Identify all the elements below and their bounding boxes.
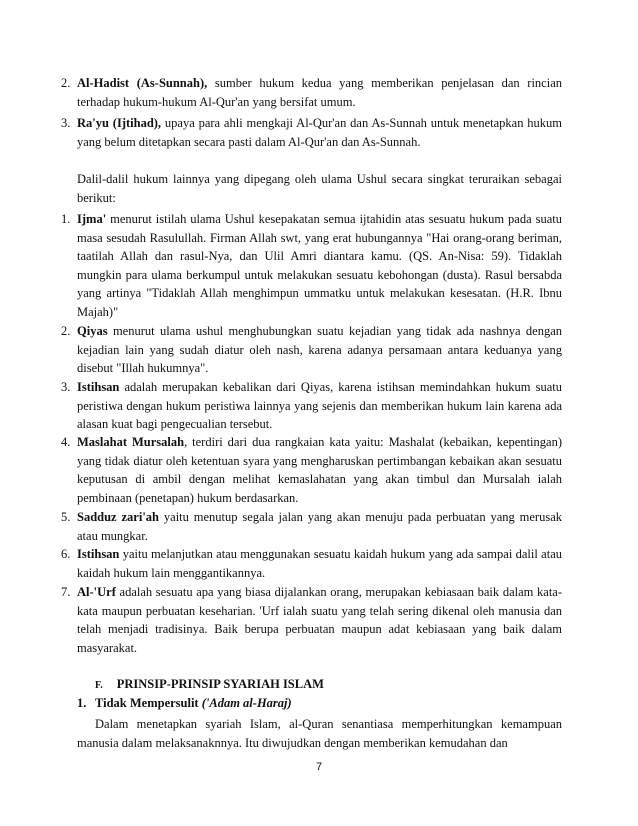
list-text: , terdiri dari dua rangkaian kata yaitu: Mashalat (kebaikan, kepentingan) yang tidak diatur oleh ketentuan syara yang mengharuskan pertimbangan kebaikan akan sesuatu keputusan di ambil dengan melihat kemaslahatan yang akan timbul dan Mursalah ialah pembinaan (penetapan) hukum berdasarkan.: [77, 435, 562, 505]
intro-text: Dalil-dalil hukum lainnya yang dipegang oleh ulama Ushul secara singkat teruraikan sebagai berikut:: [77, 172, 562, 205]
list-text: upaya para ahli mengkaji Al-Qur'an dan As-Sunnah untuk menetapkan hukum yang belum ditetapkan secara pasti dalam Al-Qur'an dan As-Sunnah.: [77, 116, 563, 149]
body-paragraph-text: Dalam menetapkan syariah Islam, al-Quran senantiasa memperhitungkan kemampuan manusia dalam melaksanaknnya. Itu diwujudkan dengan memberikan kemudahan dan: [77, 717, 562, 750]
list-text: yaitu menutup segala jalan yang akan menuju pada perbuatan yang merusak atau mungkar.: [77, 510, 562, 543]
list-text: sumber hukum kedua yang memberikan penjelasan dan rincian terhadap hukum-hukum Al-Qur'an yang bersifat umum.: [77, 76, 562, 109]
list-item-sadduz-zariah: [61, 508, 562, 545]
list-text: menurut ulama ushul menghubungkan suatu kejadian yang tidak ada nashnya dengan kejadian lain yang sudah diatur oleh nash, karena adanya persamaan antara keduanya yang disebut "Illah hukumnya".: [77, 324, 562, 375]
list-term: Sadduz zari'ah: [77, 510, 159, 524]
list-number: 6.: [61, 547, 71, 561]
page-number: 7: [315, 761, 323, 773]
intro-paragraph: [77, 170, 562, 207]
subsection-heading: [77, 694, 292, 713]
list-text: menurut istilah ulama Ushul kesepakatan semua ijtahidin atas sesuatu hukum pada suatu masa sesudah Rasulullah. Firman Allah swt, yang erat hubungannya "Hai orang-orang beriman, taatilah Allah dan rasul-Nya, dan Ulil Amri diantara kamu. (QS. An-Nisa: 59). Tidaklah mungkin para ulama berkumpul untuk melakukan sesuatu kebohongan (dusta). Rasul bersabda yang artinya "Tidaklah Allah menghimpun ummatku untuk melakukan kesesatan. (H.R. Ibnu Majah)": [77, 212, 562, 319]
section-title: PRINSIP-PRINSIP SYARIAH ISLAM: [116, 677, 324, 691]
list-item-ijma: [61, 210, 562, 321]
list-term: Istihsan: [77, 380, 120, 394]
list-text: adalah merupakan kebalikan dari Qiyas, karena istihsan memindahkan hukum suatu peristiwa dengan hukum peristiwa lainnya yang sejenis dan memberikan hukum lain karena ada alasan kuat bagi pengecualian tersebut.: [77, 380, 562, 431]
list-term: Ijma': [77, 212, 107, 226]
list-term: Ra'yu (Ijtihad),: [77, 116, 162, 130]
subsection-title-italic: ('Adam al-Haraj): [201, 696, 292, 710]
list-number: 3.: [61, 380, 71, 394]
list-number: 3.: [61, 116, 71, 130]
section-heading: [95, 675, 324, 696]
subsection-number: 1.: [77, 696, 87, 710]
list-item-rayu: [61, 114, 563, 151]
list-item-qiyas: [61, 322, 562, 378]
list-term: Istihsan: [77, 547, 120, 561]
section-letter: F.: [95, 680, 103, 691]
list-term: Al-'Urf: [77, 585, 116, 599]
list-term: Al-Hadist (As-Sunnah),: [77, 76, 208, 90]
list-number: 2.: [61, 324, 71, 338]
list-text: adalah sesuatu apa yang biasa dijalankan orang, merupakan kebiasaan baik dalam kata-kata maupun perbuatan keseharian. 'Urf ialah suatu yang telah sering dikenal oleh manusia dan telah menjadi tradisinya. Baik berupa perbuatan maupun adat kebiasaan yang baik dalam masyarakat.: [77, 585, 562, 655]
list-item-maslahat-mursalah: [61, 433, 562, 507]
list-item-al-urf: [61, 583, 562, 657]
body-paragraph: [77, 715, 562, 752]
list-item-alhadist: [61, 74, 562, 111]
list-item-istihsan-2: [61, 545, 562, 582]
list-text: yaitu melanjutkan atau menggunakan sesuatu kaidah hukum yang ada sampai dalil atau kaidah hukum lain menggantikannya.: [77, 547, 562, 580]
list-number: 7.: [61, 585, 71, 599]
list-term: Qiyas: [77, 324, 108, 338]
list-number: 4.: [61, 435, 71, 449]
list-item-istihsan: [61, 378, 562, 434]
list-number: 1.: [61, 212, 71, 226]
list-term: Maslahat Mursalah: [77, 435, 185, 449]
subsection-title: Tidak Mempersulit: [95, 696, 202, 710]
list-number: 5.: [61, 510, 71, 524]
list-number: 2.: [61, 76, 71, 90]
